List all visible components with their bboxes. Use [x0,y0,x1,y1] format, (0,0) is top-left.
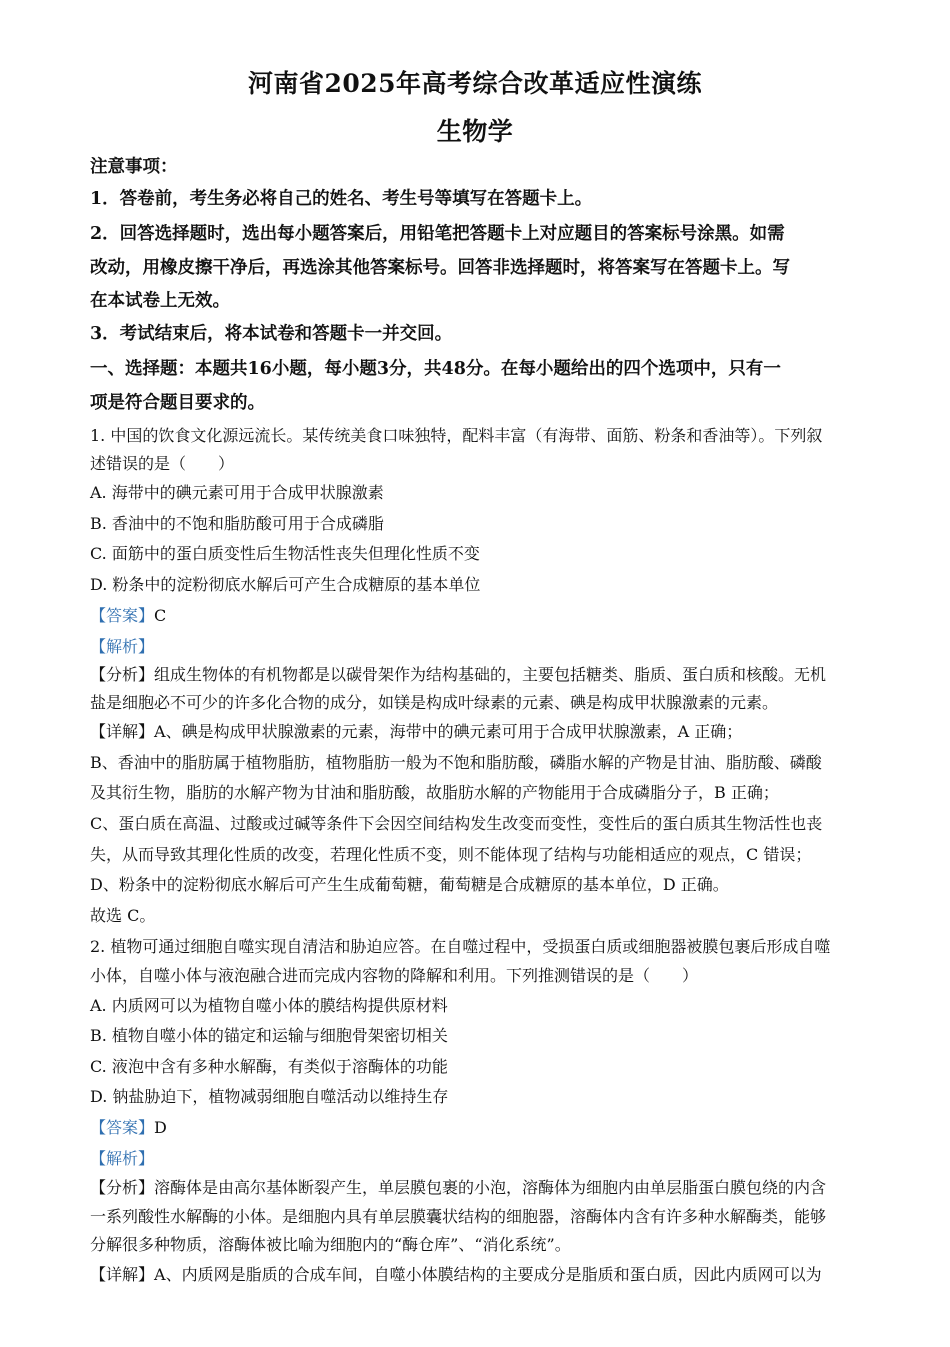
q1-analysis-cont: 盐是细胞必不可少的许多化合物的成分，如镁是构成叶绿素的元素、碘是构成甲状腺激素的元素。 [90,693,779,712]
q2-answer [90,1118,865,1138]
q2-option-d: D. 钠盐胁迫下，植物减弱细胞自噬活动以维持生存 [90,1087,449,1106]
q1-conclusion: 故选 C。 [90,906,156,925]
notice-item-2-cont: 在本试卷上无效。 [90,291,230,311]
q2-analysis-cont: 一系列酸性水解酶的小体。是细胞内具有单层膜囊状结构的细胞器，溶酶体内含有许多种水解酶类，能够 [90,1207,827,1226]
answer-tag: 【答案】 [90,606,155,625]
q1-stem: 1. 中国的饮食文化源远流长。某传统美食口味独特，配料丰富（有海带、面筋、粉条和香油等）。下列叙 [90,426,823,445]
q1-analysis [90,665,865,685]
q1-answer [90,606,865,626]
q2-option-a: A. 内质网可以为植物自噬小体的膜结构提供原材料 [90,996,448,1015]
q2-stem: 2. 植物可通过细胞自噬实现自清洁和胁迫应答。在自噬过程中，受损蛋白质或细胞器被膜包裹后形成自噬 [90,937,831,956]
notice-heading: 注意事项： [90,157,178,177]
analysis-text: 组成生物体的有机物都是以碳骨架作为结构基础的，主要包括糖类、脂质、蛋白质和核酸。无机 [154,665,827,684]
q1-detail-d: D、粉条中的淀粉彻底水解后可产生生成葡萄糖，葡萄糖是合成糖原的基本单位，D 正确。 [90,875,729,894]
q2-detail [90,1265,865,1285]
q2-stem-cont: 小体，自噬小体与液泡融合进而完成内容物的降解和利用。下列推测错误的是（ ） [90,966,699,985]
q1-detail-c-cont: 失，从而导致其理化性质的改变，若理化性质不变，则不能体现了结构与功能相适应的观点，C 错误； [90,845,812,864]
q2-option-b: B. 植物自噬小体的锚定和运输与细胞骨架密切相关 [90,1026,448,1045]
detail-text: A、内质网是脂质的合成车间，自噬小体膜结构的主要成分是脂质和蛋白质，因此内质网可以为 [154,1265,822,1284]
page-subtitle: 生物学 [436,117,514,146]
q2-analysis-cont: 分解很多种物质，溶酶体被比喻为细胞内的“酶仓库”、“消化系统”。 [90,1235,571,1254]
q1-detail-b-cont: 及其衍生物，脂肪的水解产物为甘油和脂肪酸，故脂肪水解的产物能用于合成磷脂分子，B 正确； [90,783,779,802]
analysis-tag: 【分析】 [90,1178,155,1197]
notice-item-2: 2．回答选择题时，选出每小题答案后，用铅笔把答题卡上对应题目的答案标号涂黑。如需 [90,224,785,244]
section-heading-cont: 项是符合题目要求的。 [90,393,265,413]
answer-value: D [154,1118,167,1137]
q1-detail [90,722,865,742]
q2-analysis [90,1178,865,1198]
q1-option-c: C. 面筋中的蛋白质变性后生物活性丧失但理化性质不变 [90,544,480,563]
q1-stem-cont: 述错误的是（ ） [90,454,235,473]
q1-option-b: B. 香油中的不饱和脂肪酸可用于合成磷脂 [90,514,384,533]
detail-tag: 【详解】 [90,1265,155,1284]
notice-item-1: 1．答卷前，考生务必将自己的姓名、考生号等填写在答题卡上。 [90,189,593,209]
q1-detail-c: C、蛋白质在高温、过酸或过碱等条件下会因空间结构发生改变而变性，变性后的蛋白质其生物活性也丧 [90,814,823,833]
analysis-tag: 【分析】 [90,665,155,684]
detail-text: A、碘是构成甲状腺激素的元素，海带中的碘元素可用于合成甲状腺激素，A 正确； [154,722,743,741]
page-title: 河南省2025年高考综合改革适应性演练 [247,69,703,98]
notice-item-3: 3．考试结束后，将本试卷和答题卡一并交回。 [90,324,453,344]
section-heading: 一、选择题：本题共16小题，每小题3分，共48分。在每小题给出的四个选项中，只有一 [90,359,781,379]
analysis-text: 溶酶体是由高尔基体断裂产生，单层膜包裹的小泡，溶酶体为细胞内由单层脂蛋白膜包绕的内含 [154,1178,827,1197]
q1-option-d: D. 粉条中的淀粉彻底水解后可产生合成糖原的基本单位 [90,575,481,594]
q1-jiexi-tag: 【解析】 [90,637,155,656]
q2-option-c: C. 液泡中含有多种水解酶，有类似于溶酶体的功能 [90,1057,448,1076]
answer-tag: 【答案】 [90,1118,155,1137]
detail-tag: 【详解】 [90,722,155,741]
q2-jiexi-tag: 【解析】 [90,1149,155,1168]
q1-option-a: A. 海带中的碘元素可用于合成甲状腺激素 [90,483,384,502]
notice-item-2-cont: 改动，用橡皮擦干净后，再选涂其他答案标号。回答非选择题时，将答案写在答题卡上。写 [90,258,790,278]
answer-value: C [154,606,167,625]
q1-detail-b: B、香油中的脂肪属于植物脂肪，植物脂肪一般为不饱和脂肪酸，磷脂水解的产物是甘油、脂肪酸、磷酸 [90,753,822,772]
